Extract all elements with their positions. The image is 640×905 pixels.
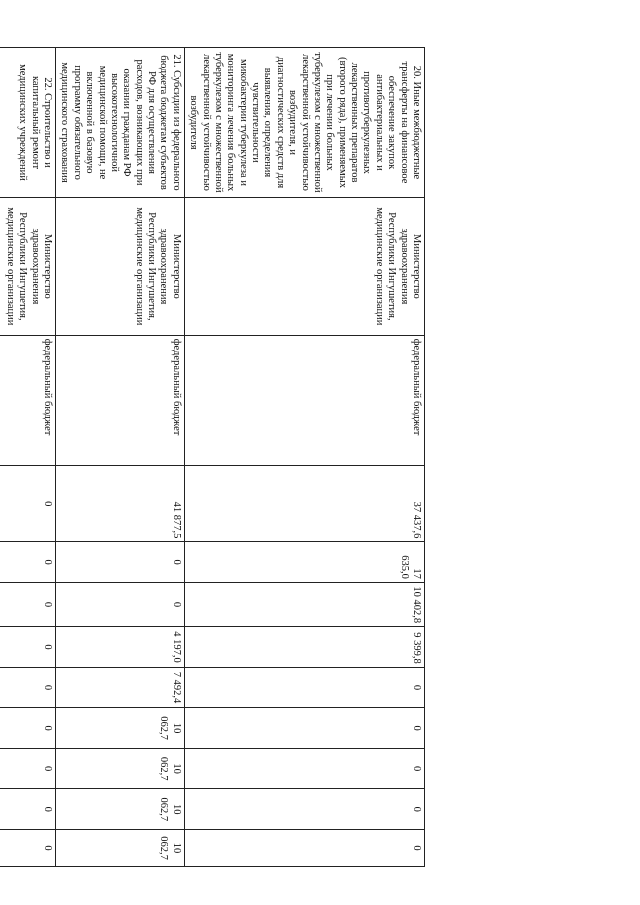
row-name: 20. Иные межбюджетные трансферты на финансовое обеспечение закупок антибактериальных и противотуберкулезных лекарственных препаратов (второго ряда), применяемых при лечении больных туберкулезом с множественной лекарственной устойчивостью возбудителя, и диагностических средств для выявления, определения чувствительности микобактерии туберкулеза и мониторинга лечения больных туберкулезом с множественной лекарственной устойчивостью возбудителя: [184, 48, 424, 198]
value-cell: 9 399,8: [184, 627, 424, 668]
value-cell: 0: [0, 466, 56, 542]
row-name: 21. Субсидии из федерального бюджета бюджетам субъектов РФ для осуществления расходов, возникающих при оказании гражданам РФ высокотехнологичной медицинской помощи, не включенной в базовую программу обязательного медицинского страхования: [56, 48, 185, 198]
value-cell: 17 635,0: [184, 542, 424, 583]
table-row: [184, 48, 424, 867]
value-cell: 0: [0, 708, 56, 749]
value-cell: 37 437,6: [184, 466, 424, 542]
value-cell: 10 062,7: [56, 708, 185, 749]
value-cell: 0: [0, 542, 56, 583]
row-funding-source: федеральный бюджет: [0, 335, 56, 465]
value-cell: 0: [184, 708, 424, 749]
table-row: [0, 48, 56, 867]
value-cell: 0: [0, 789, 56, 830]
value-cell: 0: [0, 582, 56, 626]
value-cell: 4 197,0: [56, 627, 185, 668]
budget-table: [0, 47, 425, 867]
rotated-table-page: [5, 47, 425, 867]
row-name: 22. Строительство и капитальный ремонт медицинских учреждений: [0, 48, 56, 198]
value-cell: 0: [56, 542, 185, 583]
value-cell: 0: [184, 748, 424, 789]
row-executor: Министерство здравоохранения Республики Ингушетия, медицинские организации: [0, 198, 56, 336]
row-funding-source: федеральный бюджет: [184, 335, 424, 465]
value-cell: 7 492,4: [56, 667, 185, 708]
row-executor: Министерство здравоохранения Республики Ингушетия, медицинские организации: [56, 198, 185, 336]
value-cell: 0: [56, 582, 185, 626]
value-cell: 0: [0, 627, 56, 668]
value-cell: 10 402,8: [184, 582, 424, 626]
table-row: [56, 48, 185, 867]
value-cell: 10 062,7: [56, 789, 185, 830]
value-cell: 41 877,5: [56, 466, 185, 542]
value-cell: 10 062,7: [56, 830, 185, 867]
value-cell: 0: [0, 748, 56, 789]
value-cell: 10 062,7: [56, 748, 185, 789]
value-cell: 0: [184, 830, 424, 867]
value-cell: 0: [184, 789, 424, 830]
row-executor: Министерство здравоохранения Республики Ингушетия, медицинские организации: [184, 198, 424, 336]
value-cell: 0: [0, 830, 56, 867]
value-cell: 0: [0, 667, 56, 708]
row-funding-source: федеральный бюджет: [56, 335, 185, 465]
value-cell: 0: [184, 667, 424, 708]
